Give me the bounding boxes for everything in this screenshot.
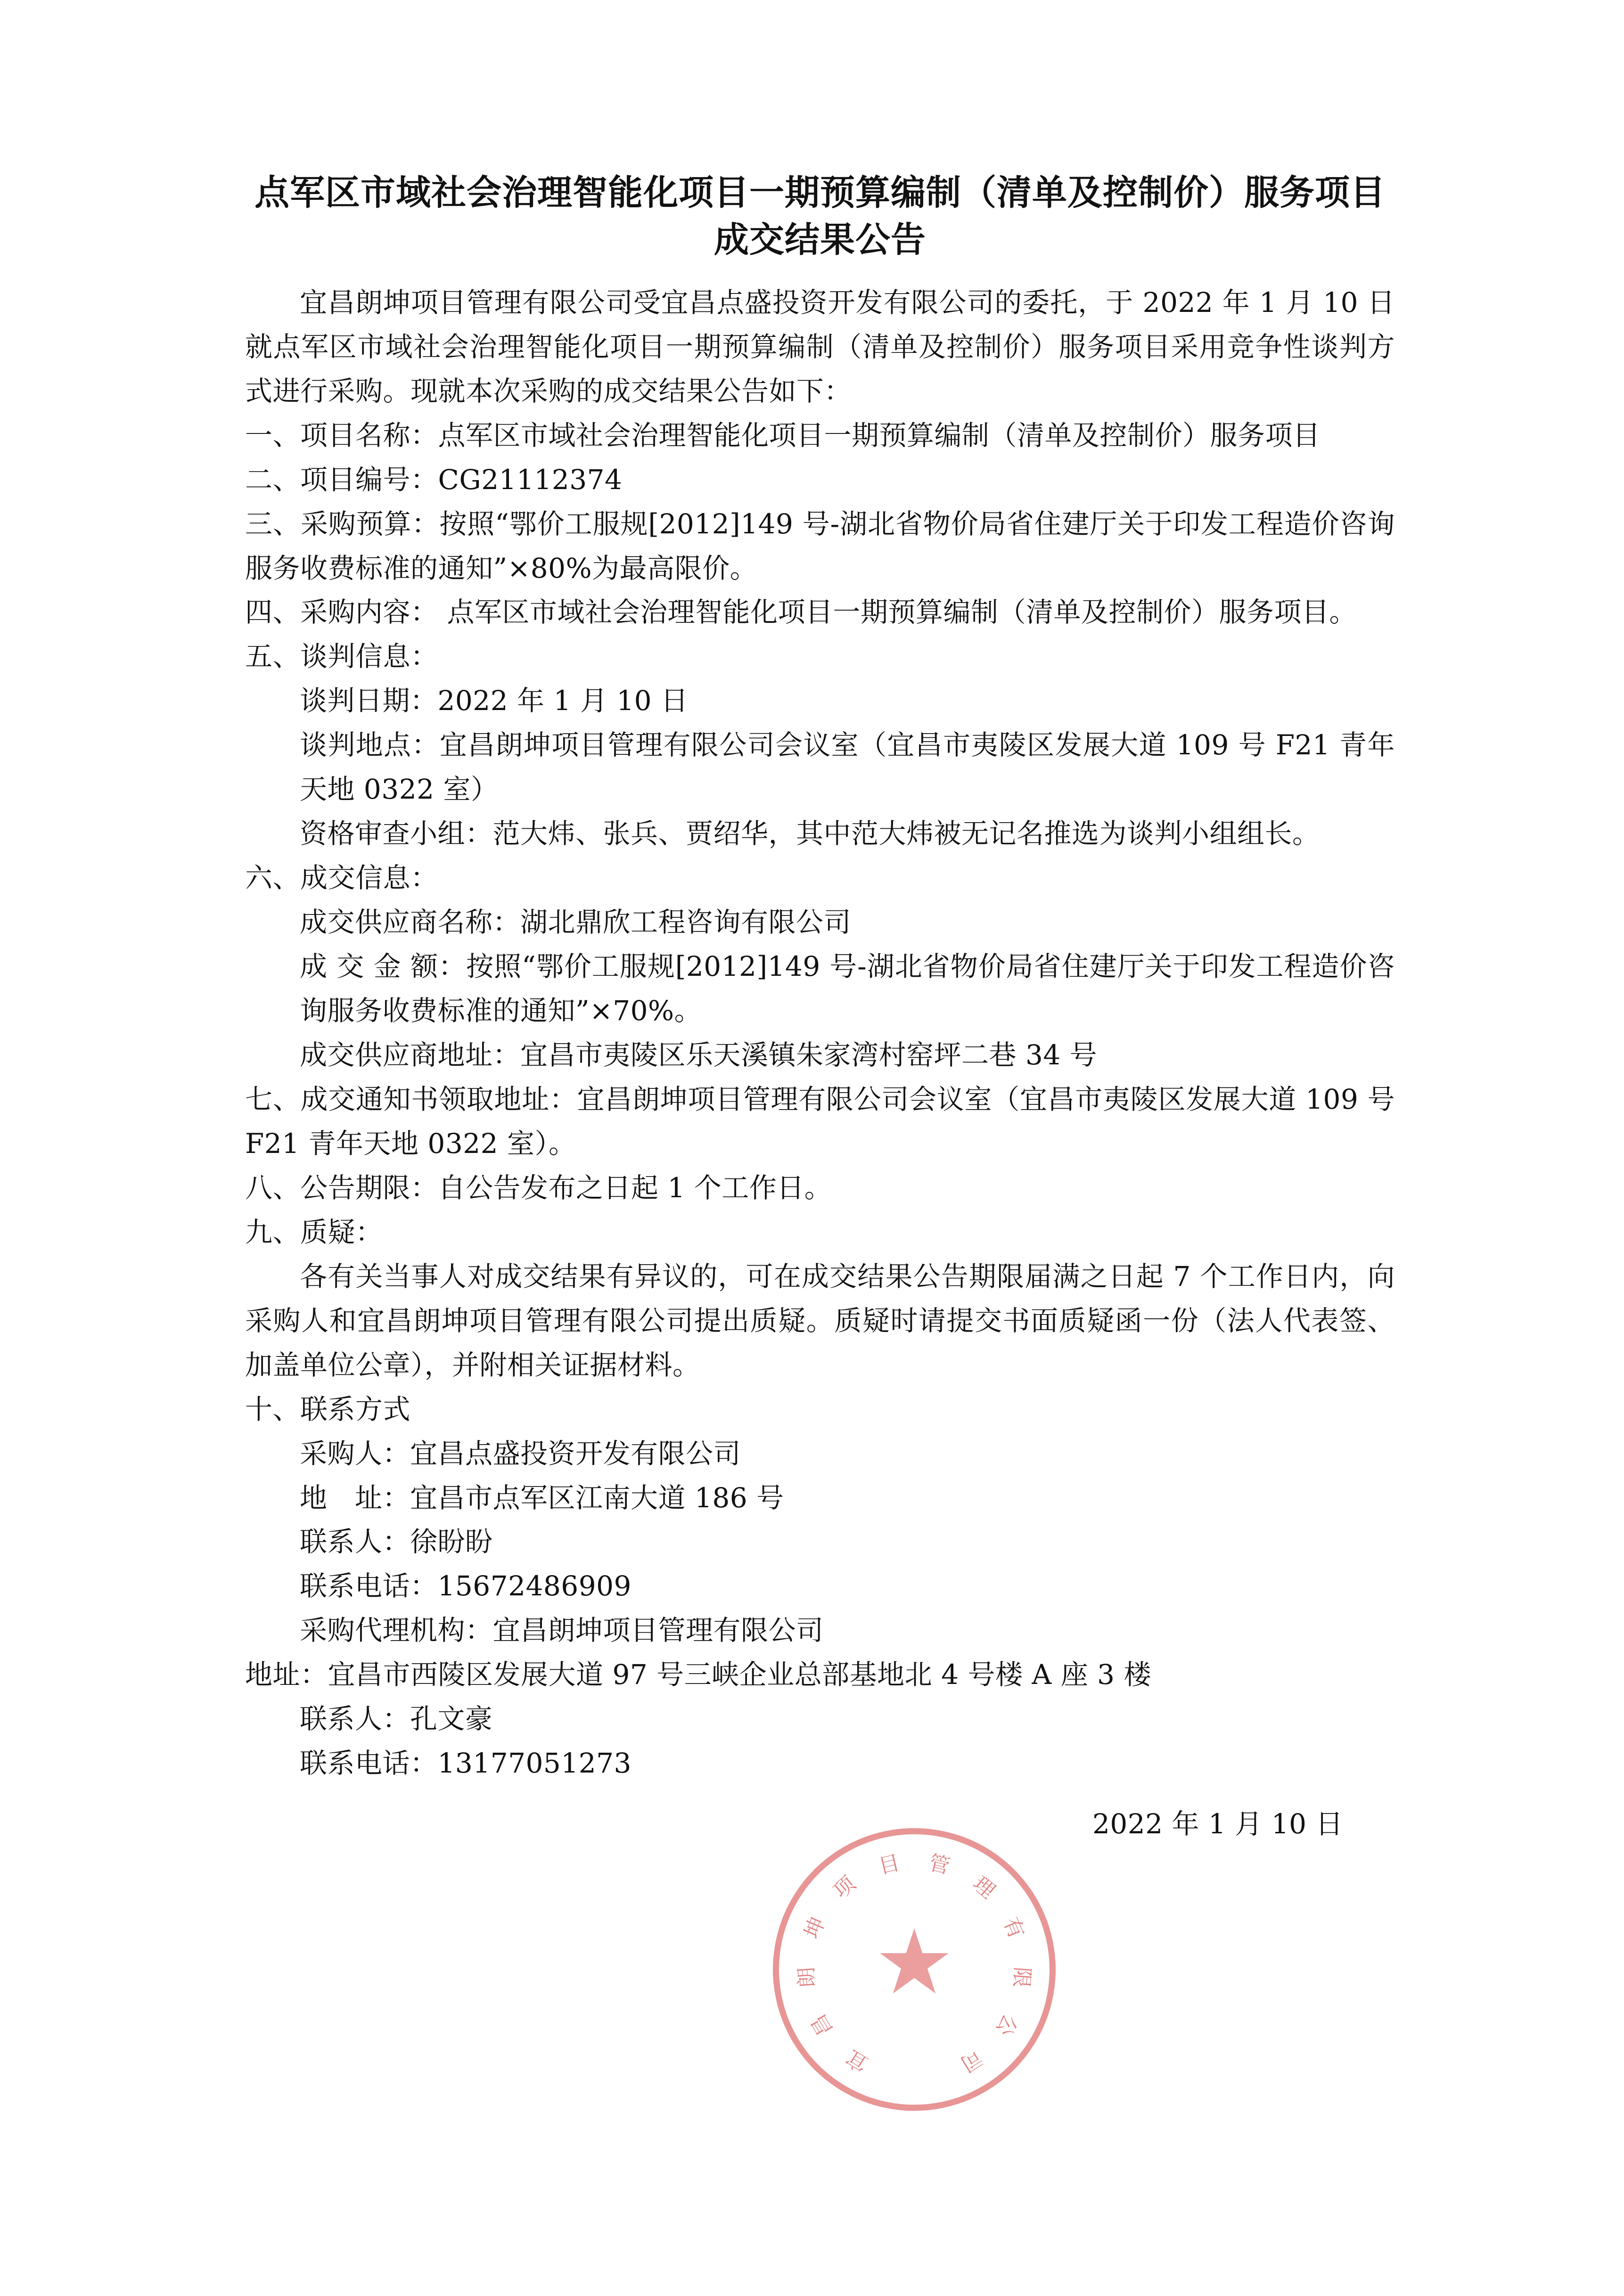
contact-agency-phone: 联系电话：13177051273 bbox=[300, 1747, 632, 1780]
section-complaint-heading: 九、质疑： bbox=[245, 1216, 383, 1248]
signature-date: 2022 年 1 月 10 日 bbox=[1092, 1808, 1343, 1840]
negotiation-date: 谈判日期：2022 年 1 月 10 日 bbox=[300, 685, 689, 717]
page-title: 点军区市域社会治理智能化项目一期预算编制（清单及控制价）服务项目成交结果公告 bbox=[254, 172, 1386, 260]
section-result-info: 六、成交信息： bbox=[245, 862, 438, 894]
winning-supplier: 成交供应商名称：湖北鼎欣工程咨询有限公司 bbox=[300, 906, 852, 939]
contact-agency: 采购代理机构：宜昌朗坤项目管理有限公司 bbox=[300, 1614, 824, 1647]
seal-text: 宜 昌 朗 坤 项 目 管 理 有 限 公 司 bbox=[794, 1850, 1034, 2077]
contact-agency-address: 地址：宜昌市西陵区发展大道 97 号三峡企业总部基地北 4 号楼 A 座 3 楼 bbox=[245, 1659, 1151, 1691]
contact-agency-person: 联系人：孔文豪 bbox=[300, 1703, 493, 1735]
negotiation-place: 谈判地点：宜昌朗坤项目管理有限公司会议室（宜昌市夷陵区发展大道 109 号 F21 青年天地 0322 室） bbox=[300, 729, 1395, 806]
seal-star-icon: ★ bbox=[874, 1910, 955, 2014]
contact-purchaser: 采购人：宜昌点盛投资开发有限公司 bbox=[300, 1437, 741, 1470]
contact-purchaser-phone: 联系电话：15672486909 bbox=[300, 1570, 632, 1602]
intro-paragraph: 宜昌朗坤项目管理有限公司受宜昌点盛投资开发有限公司的委托，于 2022 年 1 月 10 日就点军区市域社会治理智能化项目一期预算编制（清单及控制价）服务项目采用竞争性谈判方式进行采购。现就本次采购的成交结果公告如下： bbox=[245, 286, 1395, 407]
section-announcement-period: 八、公告期限：自公告发布之日起 1 个工作日。 bbox=[245, 1171, 832, 1204]
review-group: 资格审查小组：范大炜、张兵、贾绍华，其中范大炜被无记名推选为谈判小组组长。 bbox=[300, 817, 1320, 850]
winning-supplier-address: 成交供应商地址：宜昌市夷陵区乐天溪镇朱家湾村窑坪二巷 34 号 bbox=[300, 1038, 1098, 1071]
contact-purchaser-address: 地 址：宜昌市点军区江南大道 186 号 bbox=[300, 1481, 784, 1514]
section-negotiation-info: 五、谈判信息： bbox=[245, 640, 438, 673]
section-budget: 三、采购预算：按照“鄂价工服规[2012]149 号-湖北省物价局省住建厅关于印发工程造价咨询服务收费标准的通知”×80%为最高限价。 bbox=[245, 507, 1395, 584]
section-project-name: 一、项目名称：点军区市域社会治理智能化项目一期预算编制（清单及控制价）服务项目 bbox=[245, 419, 1321, 451]
contact-purchaser-person: 联系人：徐盼盼 bbox=[300, 1526, 493, 1558]
winning-amount: 成 交 金 额：按照“鄂价工服规[2012]149 号-湖北省物价局省住建厅关于印发工程造价咨询服务收费标准的通知”×70%。 bbox=[300, 950, 1395, 1027]
section-notice-pickup: 七、成交通知书领取地址：宜昌朗坤项目管理有限公司会议室（宜昌市夷陵区发展大道 109 号 F21 青年天地 0322 室）。 bbox=[245, 1083, 1395, 1160]
document-body bbox=[245, 170, 1395, 1869]
complaint-paragraph: 各有关当事人对成交结果有异议的，可在成交结果公告期限届满之日起 7 个工作日内，向采购人和宜昌朗坤项目管理有限公司提出质疑。质疑时请提交书面质疑函一份（法人代表签、加盖单位公章），并附相关证据材料。 bbox=[245, 1260, 1395, 1381]
section-project-number: 二、项目编号：CG21112374 bbox=[245, 463, 623, 496]
section-scope: 四、采购内容： 点军区市域社会治理智能化项目一期预算编制（清单及控制价）服务项目。 bbox=[245, 596, 1357, 629]
company-seal bbox=[773, 1828, 1056, 2111]
section-contact-heading: 十、联系方式 bbox=[245, 1393, 411, 1425]
